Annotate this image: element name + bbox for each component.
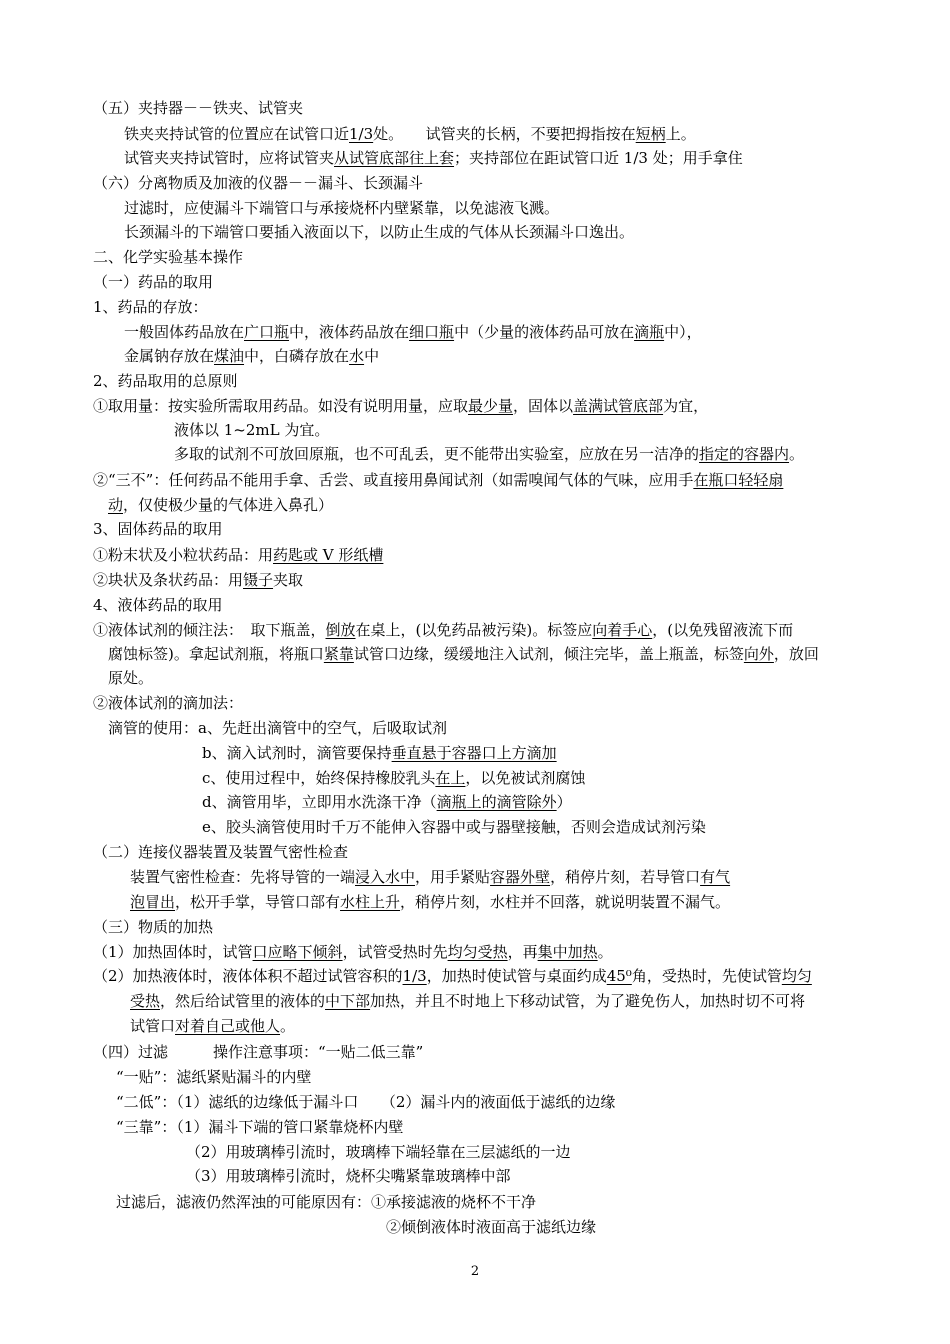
underlined-text: 盖满试管底部 (573, 397, 664, 415)
underlined-text: 对着自己或他人 (175, 1017, 281, 1035)
page-number: 2 (470, 1264, 480, 1279)
text-line (93, 470, 783, 492)
text-line (130, 1016, 295, 1038)
text-segment: 液体以 1~2mL 为宜。 (174, 421, 330, 439)
text-segment: （四）过滤 操作注意事项：“一贴二低三靠” (93, 1043, 424, 1061)
text-line (93, 173, 423, 195)
text-segment: ，试管受热时先 (342, 943, 448, 961)
underlined-text: 细口瓶 (409, 323, 455, 341)
text-segment: 腐蚀标签)。拿起试剂瓶，将瓶口 (108, 645, 324, 663)
text-segment: ②“三不”：任何药品不能用手拿、舌尝、或直接用鼻闻试剂（如需嗅闻气体的气味，应用手 (93, 471, 694, 489)
text-segment: 中，液体药品放在 (289, 323, 410, 341)
underlined-text: 均匀受热 (447, 943, 508, 961)
underlined-text: 药匙或 V 形纸槽 (273, 546, 384, 564)
text-line (202, 817, 706, 839)
text-line (93, 595, 223, 617)
text-line (130, 892, 730, 914)
text-line (93, 693, 243, 715)
underlined-text: 指定的容器内 (699, 445, 790, 463)
text-segment: 装置气密性检查：先将导管的一端 (130, 868, 356, 886)
text-segment: 过滤后，滤液仍然浑浊的可能原因有：①承接滤液的烧杯不干净 (116, 1193, 537, 1211)
underlined-text: 1/3 (349, 125, 374, 143)
text-segment: ①粉末状及小粒状药品：用 (93, 546, 274, 564)
underlined-text: 受热 (130, 992, 161, 1010)
text-segment: （五）夹持器－－铁夹、试管夹 (93, 99, 304, 117)
text-line (116, 1192, 536, 1214)
text-segment: （2）加热液体时，液体体积不超过试管容积的 (93, 967, 403, 985)
text-segment: 。 (280, 1017, 296, 1035)
text-line (93, 396, 708, 418)
text-line (116, 1092, 615, 1114)
underlined-text: 动 (108, 496, 124, 514)
text-segment: ，用手紧贴 (415, 868, 491, 886)
text-segment: ，稍停片刻，水柱并不回落，就说明装置不漏气。 (400, 893, 731, 911)
text-line (124, 124, 696, 146)
underlined-text: 广口瓶 (244, 323, 290, 341)
text-segment: 为宜， (663, 397, 709, 415)
text-line (130, 991, 805, 1013)
text-line (108, 668, 153, 690)
underlined-text: 在瓶口轻轻扇 (693, 471, 784, 489)
text-line (108, 644, 819, 666)
text-segment: “二低”：（1）滤纸的边缘低于漏斗口 （2）漏斗内的液面低于滤纸的边缘 (116, 1093, 616, 1111)
underlined-text: 向外 (743, 645, 774, 663)
text-segment: ，再 (507, 943, 538, 961)
underlined-text: 45⁰ (606, 967, 632, 985)
text-line (108, 495, 333, 517)
text-segment: e、胶头滴管使用时千万不能伸入容器中或与器壁接触，否则会造成试剂污染 (202, 818, 706, 836)
text-segment: ，然后给试管里的液体的 (160, 992, 326, 1010)
text-segment: 过滤时，应使漏斗下端管口与承接烧杯内壁紧靠，以免滤液飞溅。 (124, 199, 560, 217)
text-segment: 加热，并且不时地上下移动试管，为了避免伤人，加热时切不可将 (370, 992, 806, 1010)
underlined-text: 水 (349, 347, 365, 365)
text-segment: 金属钠存放在 (124, 347, 215, 365)
underlined-text: 容器外壁 (490, 868, 551, 886)
text-line (93, 545, 383, 567)
text-line (174, 444, 804, 466)
underlined-text: 向着手心 (592, 621, 653, 639)
text-line (174, 420, 329, 442)
text-segment: ②块状及条状药品：用 (93, 571, 244, 589)
text-segment: （1）加热固体时，试管 (93, 943, 253, 961)
text-line (124, 148, 743, 170)
underlined-text: 垂直悬于容器口上方滴加 (391, 744, 557, 762)
text-line (93, 1042, 423, 1064)
text-line (93, 247, 243, 269)
text-segment: （六）分离物质及加液的仪器－－漏斗、长颈漏斗 (93, 174, 424, 192)
text-segment: 3、固体药品的取用 (93, 520, 223, 538)
text-segment: c、使用过程中，始终保持橡胶乳头 (202, 769, 436, 787)
text-segment: ，仅使极少量的气体进入鼻孔） (123, 496, 334, 514)
text-segment: （2）用玻璃棒引流时，玻璃棒下端轻靠在三层滤纸的一边 (186, 1143, 571, 1161)
text-segment: 处。 试管夹的长柄，不要把拇指按在 (373, 125, 636, 143)
text-segment: d、滴管用毕，立即用水洗涤干净（ (202, 793, 437, 811)
text-segment: 滴管的使用：a、先赶出滴管中的空气，后吸取试剂 (108, 719, 447, 737)
text-segment: ） (556, 793, 572, 811)
text-line (186, 1142, 571, 1164)
text-segment: 中（少量的液体药品可放在 (454, 323, 635, 341)
underlined-text: 口应略下倾斜 (252, 943, 343, 961)
text-line (93, 966, 812, 988)
underlined-text: 滴瓶 (634, 323, 665, 341)
text-segment: ①取用量：按实验所需取用药品。如没有说明用量，应取 (93, 397, 469, 415)
text-line (93, 297, 208, 319)
text-segment: ①液体试剂的倾注法： 取下瓶盖， (93, 621, 326, 639)
text-segment: 在桌上，(以免药品被污染)。标签应 (355, 621, 593, 639)
text-segment: ②液体试剂的滴加法： (93, 694, 244, 712)
text-segment: ；夹持部位在距试管口近 1/3 处；用手拿住 (454, 149, 743, 167)
text-segment: “三靠”：（1）漏斗下端的管口紧靠烧杯内壁 (116, 1118, 404, 1136)
text-line (124, 198, 559, 220)
text-line (93, 371, 238, 393)
underlined-text: 均匀 (781, 967, 812, 985)
underlined-text: 短柄 (635, 125, 666, 143)
text-line (93, 620, 793, 642)
text-segment: 一般固体药品放在 (124, 323, 245, 341)
text-segment: 多取的试剂不可放回原瓶，也不可乱丢，更不能带出实验室，应放在另一洁净的 (174, 445, 700, 463)
text-line (93, 98, 303, 120)
text-segment: 二、化学实验基本操作 (93, 248, 244, 266)
text-segment: “一贴”：滤纸紧贴漏斗的内壁 (116, 1068, 312, 1086)
text-segment: 试管夹夹持试管时，应将试管夹 (124, 149, 335, 167)
text-segment: 。 (597, 943, 613, 961)
underlined-text: 从试管底部往上套 (334, 149, 455, 167)
text-segment: （二）连接仪器装置及装置气密性检查 (93, 843, 349, 861)
text-line (93, 272, 213, 294)
underlined-text: 有气 (700, 868, 731, 886)
text-segment: ，(以免残留液流下而 (652, 621, 794, 639)
text-segment: ，稍停片刻，若导管口 (550, 868, 701, 886)
underlined-text: 水柱上升 (340, 893, 401, 911)
text-segment: （一）药品的取用 (93, 273, 214, 291)
underlined-text: 浸入水中 (355, 868, 416, 886)
underlined-text: 1/3 (402, 967, 427, 985)
text-segment: 1、药品的存放： (93, 298, 208, 316)
text-line (124, 222, 634, 244)
underlined-text: 在上 (435, 769, 466, 787)
underlined-text: 煤油 (214, 347, 245, 365)
text-segment: 中 (364, 347, 380, 365)
text-segment: ，固体以 (513, 397, 574, 415)
text-segment: ，加热时使试管与桌面约成 (426, 967, 607, 985)
text-segment: 中）， (664, 323, 702, 341)
underlined-text: 集中加热 (537, 943, 598, 961)
text-segment: 长颈漏斗的下端管口要插入液面以下，以防止生成的气体从长颈漏斗口逸出。 (124, 223, 635, 241)
text-line (202, 743, 557, 765)
text-line (124, 346, 379, 368)
underlined-text: 滴瓶上的滴管除外 (436, 793, 557, 811)
text-line (386, 1217, 596, 1239)
text-segment: 。 (789, 445, 805, 463)
underlined-text: 最少量 (468, 397, 514, 415)
text-line (93, 570, 303, 592)
text-line (186, 1166, 511, 1188)
text-segment: 中，白磷存放在 (244, 347, 350, 365)
underlined-text: 紧靠 (323, 645, 354, 663)
text-segment: ，松开手掌，导管口部有 (175, 893, 341, 911)
text-segment: 上。 (665, 125, 696, 143)
text-segment: 试管口 (130, 1017, 176, 1035)
text-line (93, 917, 213, 939)
underlined-text: 泡冒出 (130, 893, 176, 911)
text-line (124, 322, 702, 344)
text-segment: ，以免被试剂腐蚀 (465, 769, 586, 787)
text-segment: 原处。 (108, 669, 154, 687)
text-segment: （三）物质的加热 (93, 918, 214, 936)
text-segment: ②倾倒液体时液面高于滤纸边缘 (386, 1218, 597, 1236)
underlined-text: 倒放 (325, 621, 356, 639)
text-segment: （3）用玻璃棒引流时，烧杯尖嘴紧靠玻璃棒中部 (186, 1167, 511, 1185)
text-line (108, 718, 447, 740)
text-line (116, 1067, 311, 1089)
text-line (93, 842, 348, 864)
text-segment: 角，受热时，先使试管 (631, 967, 782, 985)
text-segment: ，放回 (773, 645, 819, 663)
text-segment: 夹取 (273, 571, 304, 589)
text-line (202, 768, 585, 790)
text-segment: 试管口边缘，缓缓地注入试剂，倾注完毕，盖上瓶盖，标签 (353, 645, 744, 663)
text-line (202, 792, 572, 814)
text-segment: 2、药品取用的总原则 (93, 372, 238, 390)
underlined-text: 镊子 (243, 571, 274, 589)
text-line (93, 942, 613, 964)
text-line (130, 867, 730, 889)
text-segment: 4、液体药品的取用 (93, 596, 223, 614)
text-line (93, 519, 223, 541)
text-segment: b、滴入试剂时，滴管要保持 (202, 744, 392, 762)
text-line (116, 1117, 403, 1139)
text-segment: 铁夹夹持试管的位置应在试管口近 (124, 125, 350, 143)
underlined-text: 中下部 (325, 992, 371, 1010)
